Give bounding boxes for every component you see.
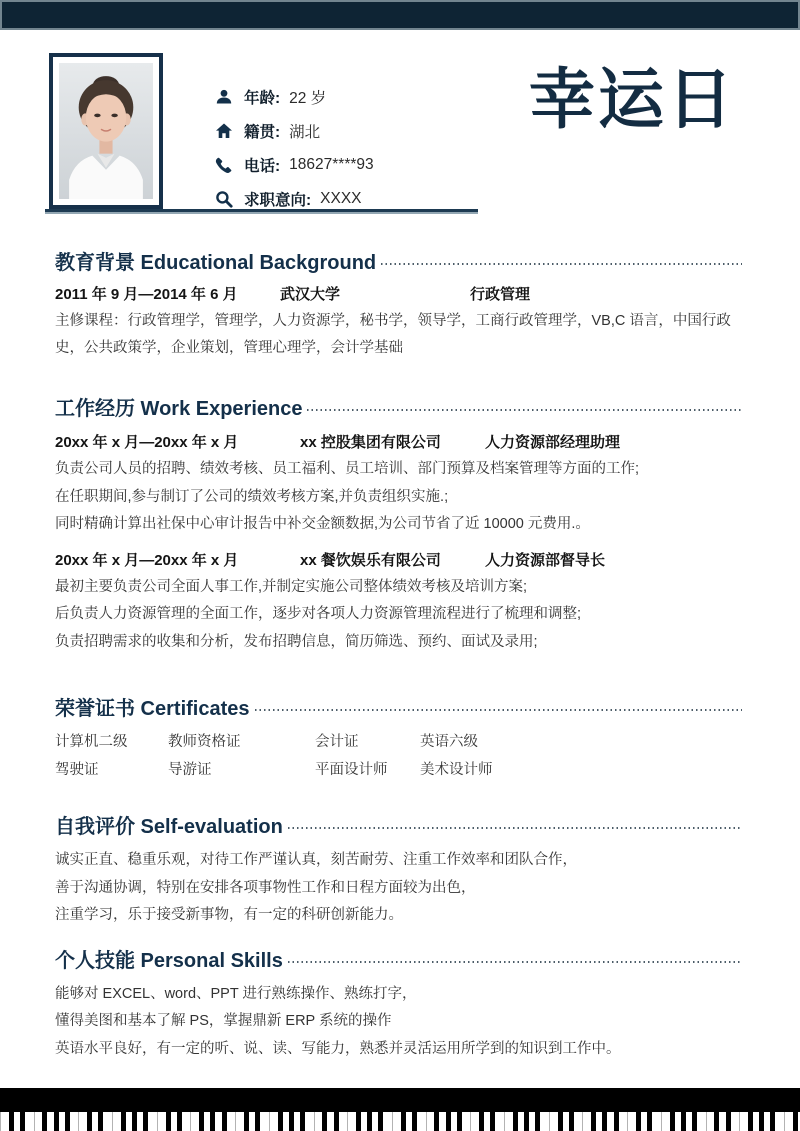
piano-black-key bbox=[524, 1112, 529, 1131]
contact-label: 年龄: bbox=[244, 90, 281, 107]
piano-black-key bbox=[614, 1112, 619, 1131]
piano-black-key bbox=[289, 1112, 294, 1131]
contact-divider bbox=[45, 209, 478, 212]
piano-black-key bbox=[54, 1112, 59, 1131]
evaluation-line: 善于沟通协调，特别在安排各项事物性工作和日程方面较为出色， bbox=[55, 879, 476, 896]
piano-key-separator bbox=[784, 1112, 785, 1131]
piano-black-key bbox=[670, 1112, 675, 1131]
section-work bbox=[55, 392, 742, 656]
contact-label: 电话: bbox=[244, 158, 281, 175]
piano-black-key bbox=[65, 1112, 70, 1131]
job-header bbox=[55, 431, 742, 452]
certificate-item: 平面设计师 bbox=[315, 761, 388, 778]
section-skills bbox=[55, 944, 742, 1064]
certificate-item: 导游证 bbox=[168, 761, 212, 778]
piano-footer bbox=[0, 1088, 800, 1131]
piano-black-key bbox=[636, 1112, 641, 1131]
duty-line: 后负责人力资源管理的全面工作，逐步对各项人力资源管理流程进行了梳理和调整; bbox=[55, 606, 582, 622]
piano-key-separator bbox=[34, 1112, 35, 1131]
education-courses: 主修课程：行政管理学，管理学，人力资源学，秘书学，领导学，工商行政管理学，VB,C 语言，中国行政史，公共政策学，企业策划，管理心理学，会计学基础 bbox=[55, 313, 731, 356]
person-icon bbox=[214, 88, 234, 106]
contact-value: 18627****93 bbox=[289, 156, 374, 173]
contact-label: 求职意向: bbox=[244, 192, 312, 209]
piano-black-key bbox=[322, 1112, 327, 1131]
piano-key-separator bbox=[549, 1112, 550, 1131]
piano-black-key bbox=[591, 1112, 596, 1131]
section-heading bbox=[55, 810, 742, 839]
job-company: xx 控股集团有限公司 bbox=[300, 434, 441, 451]
piano-black-key bbox=[356, 1112, 361, 1131]
piano-black-key bbox=[367, 1112, 372, 1131]
piano-black-key bbox=[748, 1112, 753, 1131]
piano-key-separator bbox=[157, 1112, 158, 1131]
certificate-row bbox=[55, 757, 742, 785]
piano-key-separator bbox=[347, 1112, 348, 1131]
piano-black-key bbox=[692, 1112, 697, 1131]
section-certificates bbox=[55, 692, 742, 784]
piano-black-key bbox=[121, 1112, 126, 1131]
contact-label: 籍贯: bbox=[244, 124, 281, 141]
piano-black-key bbox=[278, 1112, 283, 1131]
piano-black-key bbox=[513, 1112, 518, 1131]
home-icon bbox=[214, 122, 234, 140]
piano-black-key bbox=[143, 1112, 148, 1131]
dotted-leader bbox=[381, 263, 742, 265]
piano-black-key bbox=[490, 1112, 495, 1131]
piano-black-key bbox=[378, 1112, 383, 1131]
job-position: 人力资源部督导长 bbox=[485, 551, 606, 569]
piano-keys bbox=[0, 1112, 800, 1131]
contact-value: XXXX bbox=[320, 190, 362, 207]
piano-black-key bbox=[20, 1112, 25, 1131]
piano-black-key bbox=[714, 1112, 719, 1131]
certificate-item: 会计证 bbox=[315, 734, 359, 750]
piano-key-separator bbox=[0, 1112, 1, 1131]
section-heading bbox=[55, 944, 742, 973]
piano-black-key bbox=[446, 1112, 451, 1131]
job-header bbox=[55, 549, 742, 570]
portrait-photo bbox=[59, 63, 153, 199]
contact-value: 22 岁 bbox=[289, 90, 327, 107]
job-period: 20xx 年 x 月—20xx 年 x 月 bbox=[55, 551, 239, 569]
piano-black-key bbox=[132, 1112, 137, 1131]
top-bar bbox=[0, 0, 800, 30]
duty-line: 最初主要负责公司全面人事工作,并制定实施公司整体绩效考核及培训方案; bbox=[55, 578, 528, 595]
job-entry bbox=[55, 549, 742, 657]
contact-row-origin bbox=[214, 114, 374, 148]
certificate-item: 计算机二级 bbox=[55, 734, 128, 750]
piano-key-separator bbox=[314, 1112, 315, 1131]
contact-info bbox=[214, 80, 374, 216]
education-school: 武汉大学 bbox=[280, 286, 341, 303]
job-period: 20xx 年 x 月—20xx 年 x 月 bbox=[55, 434, 239, 451]
piano-black-key bbox=[401, 1112, 406, 1131]
duty-line: 同时精确计算出社保中心审计报告中补交金额数据,为公司节省了近 10000 元费用.。 bbox=[55, 516, 590, 532]
evaluation-line: 注重学习，乐于接受新事物，有一定的科研创新能力。 bbox=[55, 907, 403, 923]
section-heading bbox=[55, 692, 742, 721]
piano-black-key bbox=[412, 1112, 417, 1131]
certificate-item: 驾驶证 bbox=[55, 761, 99, 778]
piano-key-separator bbox=[739, 1112, 740, 1131]
piano-key-separator bbox=[78, 1112, 79, 1131]
resume-body bbox=[55, 246, 742, 1063]
piano-key-separator bbox=[392, 1112, 393, 1131]
name-title: 幸运日 bbox=[529, 62, 736, 136]
piano-black-key bbox=[726, 1112, 731, 1131]
piano-black-key bbox=[42, 1112, 47, 1131]
duty-line: 负责招聘需求的收集和分析，发布招聘信息，简历筛选、预约、面试及录用; bbox=[55, 633, 538, 650]
job-company: xx 餐饮娱乐有限公司 bbox=[300, 551, 441, 569]
duty-line: 负责公司人员的招聘、绩效考核、员工福利、员工培训、部门预算及档案管理等方面的工作; bbox=[55, 461, 640, 477]
section-heading-text: 荣誉证书 Certificates bbox=[55, 698, 250, 720]
phone-icon bbox=[214, 156, 234, 174]
education-period: 2011 年 9 月—2014 年 6 月 bbox=[55, 286, 238, 303]
piano-key-separator bbox=[269, 1112, 270, 1131]
certificate-item: 英语六级 bbox=[420, 734, 478, 750]
piano-black-key bbox=[255, 1112, 260, 1131]
search-icon bbox=[214, 190, 234, 208]
piano-black-key bbox=[98, 1112, 103, 1131]
contact-row-phone bbox=[214, 148, 374, 182]
certificate-row bbox=[55, 729, 742, 757]
education-major: 行政管理 bbox=[470, 286, 531, 303]
job-position: 人力资源部经理助理 bbox=[485, 434, 621, 451]
piano-black-key bbox=[602, 1112, 607, 1131]
contact-value: 湖北 bbox=[289, 124, 321, 141]
piano-key-separator bbox=[112, 1112, 113, 1131]
piano-key-separator bbox=[470, 1112, 471, 1131]
section-education bbox=[55, 246, 742, 362]
piano-black-key bbox=[770, 1112, 775, 1131]
piano-black-key bbox=[166, 1112, 171, 1131]
piano-black-key bbox=[434, 1112, 439, 1131]
piano-key-separator bbox=[706, 1112, 707, 1131]
piano-black-key bbox=[535, 1112, 540, 1131]
piano-black-key bbox=[569, 1112, 574, 1131]
dotted-leader bbox=[255, 709, 743, 711]
piano-key-separator bbox=[661, 1112, 662, 1131]
piano-black-key bbox=[479, 1112, 484, 1131]
skill-line: 英语水平良好，有一定的听、说、读、写能力，熟悉并灵活运用所学到的知识到工作中。 bbox=[55, 1040, 621, 1057]
section-heading bbox=[55, 392, 742, 421]
piano-black-key bbox=[222, 1112, 227, 1131]
section-heading-text: 自我评价 Self-evaluation bbox=[55, 816, 283, 838]
dotted-leader bbox=[288, 961, 742, 963]
piano-black-key bbox=[647, 1112, 652, 1131]
education-entry bbox=[55, 283, 742, 304]
piano-black-key bbox=[558, 1112, 563, 1131]
piano-black-key bbox=[177, 1112, 182, 1131]
duty-line: 在任职期间,参与制订了公司的绩效考核方案,并负责组织实施.; bbox=[55, 488, 449, 505]
section-self-evaluation bbox=[55, 810, 742, 930]
skill-line: 能够对 EXCEL、word、PPT 进行熟练操作、熟练打字， bbox=[55, 985, 417, 1002]
evaluation-line: 诚实正直、稳重乐观，对待工作严谨认真，刻苦耐劳、注重工作效率和团队合作， bbox=[55, 852, 577, 868]
piano-black-key bbox=[300, 1112, 305, 1131]
piano-black-key bbox=[793, 1112, 798, 1131]
piano-key-separator bbox=[504, 1112, 505, 1131]
piano-black-key bbox=[457, 1112, 462, 1131]
section-heading bbox=[55, 246, 742, 275]
skill-line: 懂得美图和基本了解 PS，掌握鼎新 ERP 系统的操作 bbox=[55, 1013, 392, 1029]
piano-key-separator bbox=[190, 1112, 191, 1131]
section-heading-text: 工作经历 Work Experience bbox=[55, 398, 303, 420]
piano-black-key bbox=[681, 1112, 686, 1131]
piano-black-key bbox=[199, 1112, 204, 1131]
photo-frame bbox=[49, 53, 163, 209]
piano-black-key bbox=[87, 1112, 92, 1131]
section-heading-text: 个人技能 Personal Skills bbox=[55, 949, 283, 972]
piano-black-key bbox=[210, 1112, 215, 1131]
piano-key-separator bbox=[582, 1112, 583, 1131]
piano-black-key bbox=[759, 1112, 764, 1131]
certificate-item: 教师资格证 bbox=[168, 734, 241, 750]
piano-key-separator bbox=[235, 1112, 236, 1131]
dotted-leader bbox=[307, 409, 742, 411]
job-entry bbox=[55, 431, 742, 539]
piano-black-key bbox=[9, 1112, 14, 1131]
piano-black-key bbox=[244, 1112, 249, 1131]
dotted-leader bbox=[288, 827, 742, 829]
section-heading-text: 教育背景 Educational Background bbox=[55, 252, 377, 274]
contact-row-age bbox=[214, 80, 374, 114]
piano-key-separator bbox=[627, 1112, 628, 1131]
certificate-item: 美术设计师 bbox=[420, 761, 493, 778]
piano-black-key bbox=[334, 1112, 339, 1131]
piano-key-separator bbox=[426, 1112, 427, 1131]
piano-band bbox=[0, 1088, 800, 1112]
